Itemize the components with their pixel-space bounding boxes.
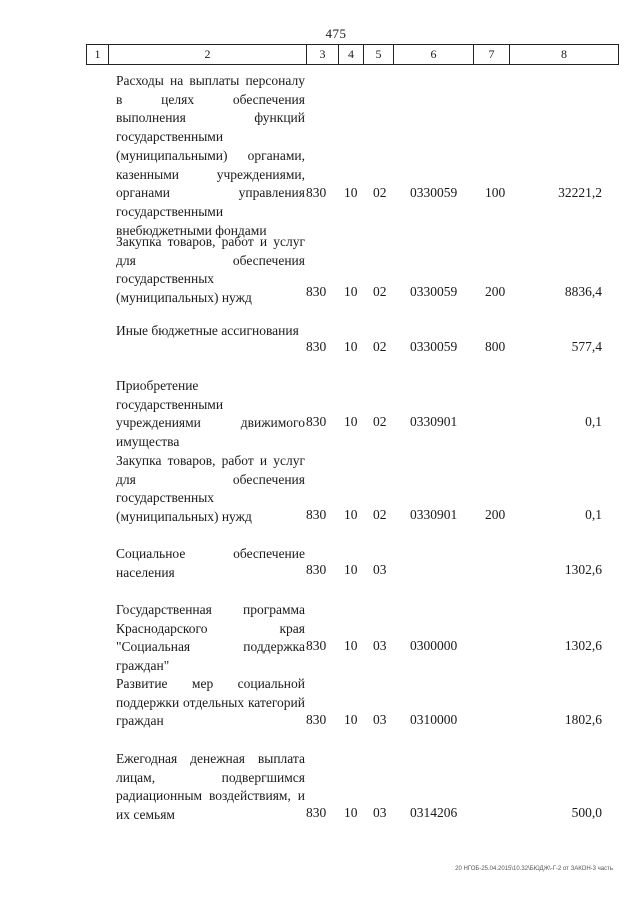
row-code-5: 03 [373, 712, 387, 727]
row-code-3: 830 [306, 638, 327, 653]
row-code-6: 0330901 [410, 507, 458, 522]
row-code-5: 02 [373, 414, 387, 429]
row-code-6: 0330059 [410, 339, 458, 354]
header-col-4: 4 [339, 45, 364, 64]
row-code-4: 10 [344, 414, 358, 429]
row-code-5: 03 [373, 805, 387, 820]
row-amount: 1802,6 [564, 712, 602, 727]
row-description: Социальное обеспечение населения [116, 546, 305, 580]
row-code-5: 03 [373, 562, 387, 577]
row-code-5: 02 [373, 185, 387, 200]
row-code-3: 830 [306, 284, 327, 299]
row-code-7: 200 [485, 507, 506, 522]
row-description: Закупка товаров, работ и услуг для обеспечения государственных (муниципальных) нужд [116, 234, 305, 306]
row-code-3: 830 [306, 185, 327, 200]
row-amount: 1302,6 [564, 638, 602, 653]
row-code-4: 10 [344, 712, 358, 727]
row-code-3: 830 [306, 414, 327, 429]
row-description: Ежегодная денежная выплата лицам, подвергшимся радиационным воздействиям, и их семьям [116, 751, 305, 823]
row-code-6: 0310000 [410, 712, 458, 727]
row-amount: 32221,2 [558, 185, 602, 200]
header-col-5: 5 [364, 45, 394, 64]
row-code-4: 10 [344, 638, 358, 653]
header-col-8: 8 [561, 47, 567, 61]
row-code-4: 10 [344, 185, 358, 200]
header-col-3: 3 [307, 45, 339, 64]
row-code-3: 830 [306, 339, 327, 354]
row-description: Закупка товаров, работ и услуг для обеспечения государственных (муниципальных) нужд [116, 453, 305, 525]
row-description: Государственная программа Краснодарского края "Социальная поддержка граждан" [116, 602, 305, 674]
document-footer: 20 НГОБ-25.04.2015\10.32\БЮДЖ\-Г-2 от ЗАКОН-3 часть [455, 866, 613, 872]
row-code-7: 800 [485, 339, 506, 354]
row-description: Развитие мер социальной поддержки отдельных категорий граждан [116, 676, 305, 729]
row-code-3: 830 [306, 507, 327, 522]
header-col-1: 1 [87, 45, 109, 64]
row-code-6: 0314206 [410, 805, 458, 820]
page-number: 475 [325, 26, 347, 41]
row-amount: 0,1 [585, 507, 602, 522]
table-header [86, 44, 619, 65]
row-code-4: 10 [344, 339, 358, 354]
row-code-6: 0330059 [410, 284, 458, 299]
row-description: Приобретение государственными учреждениями движимого имущества [116, 378, 305, 450]
header-col-6: 6 [394, 45, 474, 64]
row-code-4: 10 [344, 805, 358, 820]
row-code-3: 830 [306, 805, 327, 820]
row-code-3: 830 [306, 562, 327, 577]
row-code-7: 100 [485, 185, 506, 200]
row-code-6: 0330901 [410, 414, 458, 429]
row-amount: 0,1 [585, 414, 602, 429]
header-col-2: 2 [109, 45, 307, 64]
row-code-6: 0300000 [410, 638, 458, 653]
row-amount: 1302,6 [564, 562, 602, 577]
row-code-4: 10 [344, 507, 358, 522]
row-code-5: 03 [373, 638, 387, 653]
row-code-6: 0330059 [410, 185, 458, 200]
row-code-5: 02 [373, 339, 387, 354]
row-code-4: 10 [344, 284, 358, 299]
row-amount: 577,4 [571, 339, 602, 354]
row-amount: 8836,4 [564, 284, 602, 299]
row-code-7: 200 [485, 284, 506, 299]
row-description: Иные бюджетные ассигнования [116, 323, 299, 338]
row-code-4: 10 [344, 562, 358, 577]
row-description: Расходы на выплаты персоналу в целях обеспечения выполнения функций государственными (муниципальными) органами, казенными учреждениями, органами управления государственными внебюджетными фондами [116, 73, 305, 238]
header-col-7: 7 [474, 45, 510, 64]
row-code-3: 830 [306, 712, 327, 727]
row-code-5: 02 [373, 284, 387, 299]
row-code-5: 02 [373, 507, 387, 522]
row-amount: 500,0 [571, 805, 602, 820]
